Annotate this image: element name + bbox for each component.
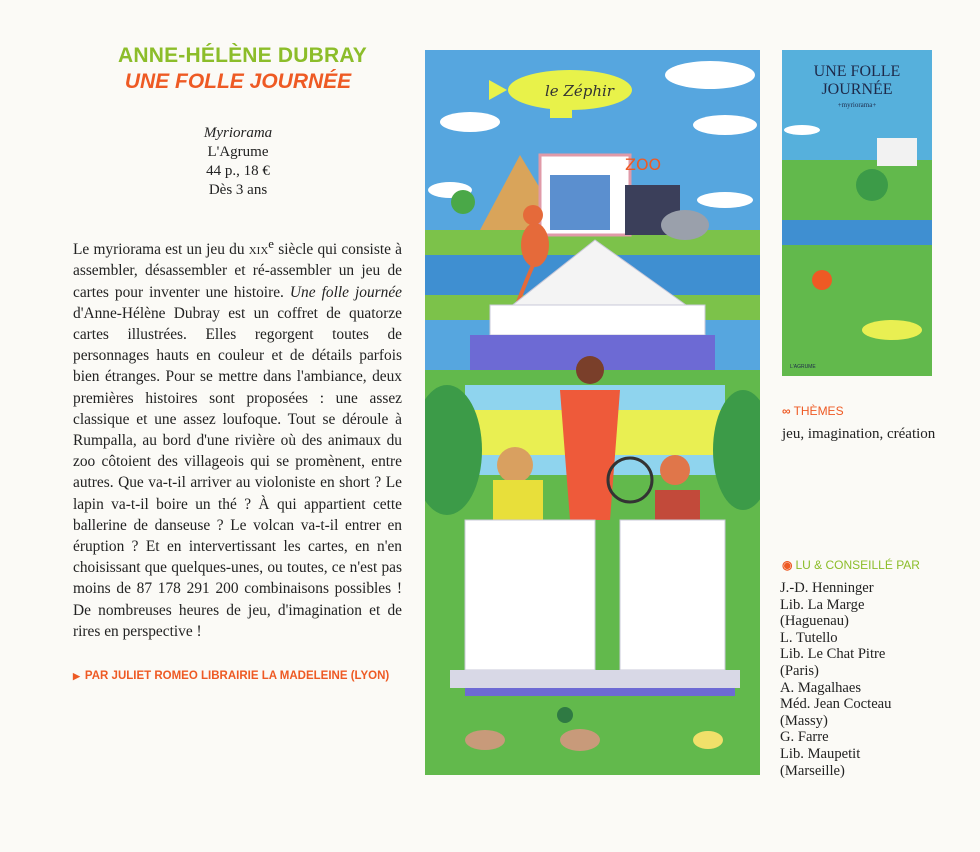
zoo-sign: ZOO [625, 155, 662, 174]
lu-heading [782, 558, 920, 572]
book-pages-price: 44 p., 18 € [206, 163, 270, 179]
lu-entry: (Paris) [780, 662, 819, 679]
lu-entry: (Marseille) [780, 762, 845, 779]
lu-entry: Lib. Le Chat Pitre [780, 646, 886, 663]
triangle-arrow-icon: ▶ [73, 671, 80, 681]
themes-heading-text: THÈMES [793, 404, 844, 418]
lu-entry: J.-D. Henninger [780, 580, 874, 596]
century-label: xix [248, 241, 269, 259]
review-credit [73, 670, 403, 682]
review-text [73, 234, 402, 642]
review-part: siècle qui consiste à assembler, désassembler et ré-assembler un jeu de cartes pour inventer une histoire. [73, 241, 402, 301]
blimp-label: le Zéphir [545, 82, 614, 100]
lu-entry: Lib. La Marge [780, 596, 865, 613]
cover-series: +myriorama+ [837, 101, 877, 109]
eye-icon: ◉ [782, 558, 793, 572]
lu-list [780, 580, 960, 779]
review-part: d'Anne-Hélène Dubray est un coffret de quatorze cartes illustrées. Elles regorgent toutes de personnages hauts en couleur et de détails parfois bien étranges. Pour se mettre dans l'ambiance, deux premières histoires sont proposées : une assez classique et une assez loufoque. Tout se déroule à Rumpalla, au bord d'une rivière où des animaux du zoo côtoient des villageois qui se promènent, entre autres. Que va-t-il arriver au violoniste en short ? Le lapin va-t-il boire un thé ? À qui appartient cette ballerine de danseuse ? Le volcan va-t-il entrer en éruption ? Et en intervertissant les cartes, en n'en choisissant que quelques-unes, ou toutes, ce n'est pas moins de 87 178 291 200 combinaisons possibles ! De nombreuses heures de jeu, d'imagination et de rires en perspective ! [73, 304, 402, 640]
lu-entry: Méd. Jean Cocteau [780, 696, 892, 713]
lu-entry: L. Tutello [780, 629, 838, 646]
book-title-italic: Une folle journée [289, 283, 402, 301]
cover-title-line1: UNE FOLLE [813, 63, 901, 80]
review-part: Le myriorama est un jeu du [73, 241, 249, 259]
cover-publisher: L'AGRUME [790, 364, 816, 370]
lu-entry: (Massy) [780, 712, 828, 729]
lu-entry: (Haguenau) [780, 613, 849, 630]
lu-entry: A. Magalhaes [780, 679, 862, 696]
book-series: Myriorama [203, 125, 273, 141]
book-title: UNE FOLLE JOURNÉE [124, 70, 352, 93]
book-illustration [425, 50, 760, 775]
century-sup: e [268, 237, 274, 251]
book-age: Dès 3 ans [208, 182, 268, 198]
book-publisher: L'Agrume [207, 144, 269, 160]
themes-text: jeu, imagination, création [782, 426, 936, 442]
themes-heading [782, 404, 844, 418]
infinity-icon: ∞ [782, 404, 791, 418]
lu-entry: G. Farre [780, 729, 829, 746]
book-meta [118, 124, 358, 200]
cover-title-line2: JOURNÉE [821, 81, 893, 98]
book-cover [782, 50, 932, 376]
credit-text: PAR JULIET ROMEO LIBRAIRIE LA MADELEINE (LYON) [84, 670, 390, 682]
lu-entry: Lib. Maupetit [780, 745, 861, 762]
lu-heading-text: LU & CONSEILLÉ PAR [795, 558, 920, 572]
book-author: ANNE-HÉLÈNE DUBRAY [118, 44, 368, 67]
